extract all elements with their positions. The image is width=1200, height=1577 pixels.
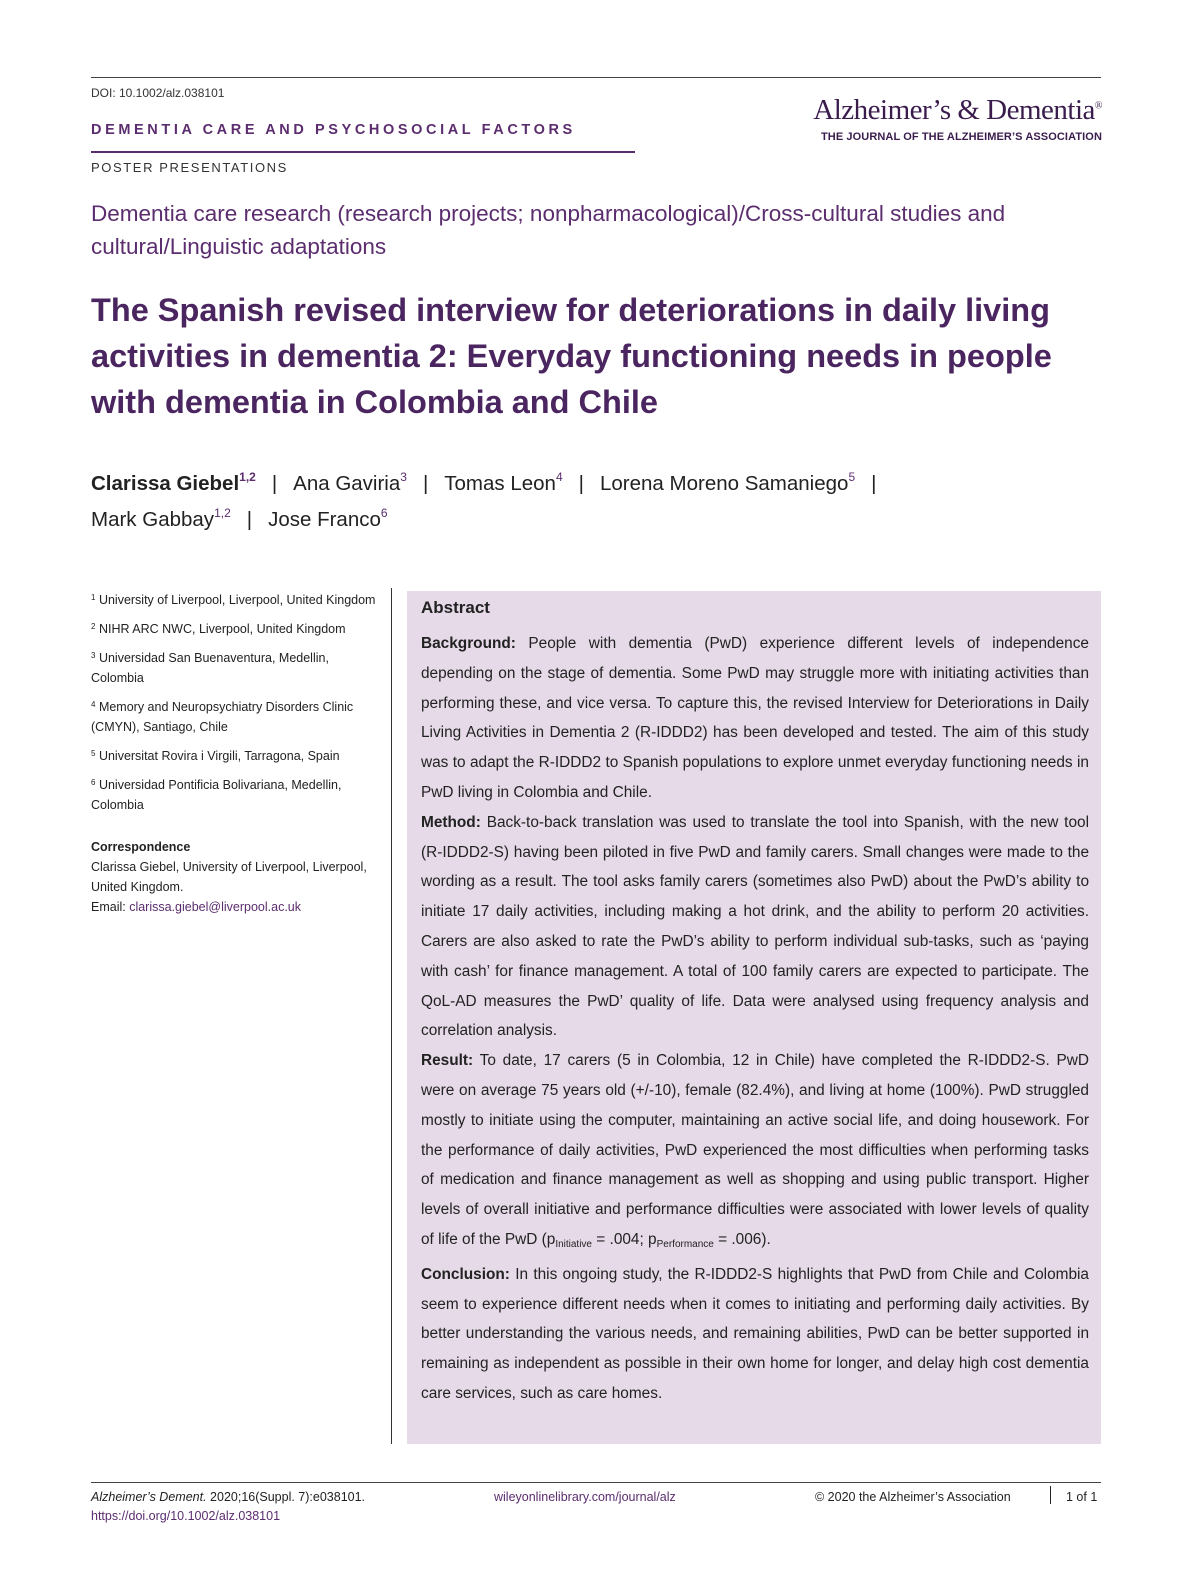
footer-divider [1050, 1486, 1051, 1504]
affiliation-item: $^2$ NIHR ARC NWC, Liverpool, United Kingdom [91, 622, 346, 636]
affiliation-item: $^1$ University of Liverpool, Liverpool, United Kingdom [91, 593, 376, 607]
author[interactable]: Ana Gaviria$^3$ [293, 470, 407, 495]
author-separator: | [271, 472, 278, 495]
subsection-label: POSTER PRESENTATIONS [91, 160, 288, 175]
article-title: The Spanish revised interview for deteriorations in daily living activities in dementia 2: Everyday functioning needs in people with dementia in Colombia and Chile [91, 292, 1052, 420]
page-number: 1 of 1 [1066, 1490, 1098, 1504]
doi: DOI: 10.1002/alz.038101 [91, 86, 225, 100]
affiliation-item: $^4$ Memory and Neuropsychiatry Disorders Clinic (CMYN), Santiago, Chile [91, 700, 354, 734]
journal-name: Alzheimer’s & Dementia [813, 94, 1095, 126]
author-affiliation-mark: 6 [380, 506, 388, 520]
correspondence-text: Clarissa Giebel, University of Liverpool, Liverpool, United Kingdom. [91, 860, 367, 894]
top-rule [91, 77, 1101, 78]
author-separator: | [422, 472, 429, 495]
affiliation-item: $^3$ Universidad San Buenaventura, Medellin, Colombia [91, 651, 329, 685]
author-affiliation-mark: 1,2 [239, 470, 256, 484]
author-separator: | [246, 508, 253, 531]
author-affiliation-mark: 3 [400, 470, 407, 484]
author[interactable]: Jose Franco$^6$ [268, 506, 388, 531]
bottom-rule [91, 1482, 1101, 1483]
affiliations [91, 588, 381, 917]
footer-copyright: © 2020 the Alzheimer’s Association [815, 1490, 1011, 1504]
correspondence-email-line: Email: clarissa.giebel@liverpool.ac.uk [91, 900, 301, 914]
author-separator: | [578, 472, 584, 495]
journal-logo[interactable] [813, 96, 1102, 143]
author[interactable]: Lorena Moreno Samaniego$^5$ [599, 470, 856, 495]
abstract-conclusion: Conclusion: In this ongoing study, the R-IDDD2-S highlights that PwD from Chile and Colombia seem to experience different needs when it comes to initiating and performing daily activities. By better understanding the various needs, and remaining abilities, PwD can be better supported in remaining as independent as possible in their own home for longer, and delay high cost dementia care services, such as care homes. [421, 1265, 1089, 1402]
footer-journal-link[interactable]: wileyonlinelibrary.com/journal/alz [494, 1490, 676, 1504]
abstract-heading: Abstract [421, 598, 490, 617]
author-list [91, 466, 1101, 538]
author-affiliation-mark: 1,2 [214, 506, 231, 520]
author-affiliation-mark: 4 [555, 470, 563, 484]
abstract-background: Background: People with dementia (PwD) experience different levels of independence depending on the stage of dementia. Some PwD may struggle more with initiating activities than performing these, and vice versa. To capture this, the revised Interview for Deteriorations in Daily Living Activities in Dementia 2 (R-IDDD2) has been developed and tested. The aim of this study was to adapt the R-IDDD2 to Spanish populations to explore unmet everyday functioning needs in PwD living in Colombia and Chile. [421, 635, 1089, 801]
trademark-mark: ® [1094, 100, 1102, 112]
affiliation-item: $^6$ Universidad Pontificia Bolivariana, Medellin, Colombia [91, 778, 342, 812]
section-rule [91, 151, 635, 153]
footer-citation: Alzheimer’s Dement. 2020;16(Suppl. 7):e038101. [91, 1490, 366, 1504]
author[interactable]: Mark Gabbay$^{1,2}$ [91, 506, 231, 531]
affiliation-item: $^5$ Universitat Rovira i Virgili, Tarragona, Spain [91, 749, 340, 763]
correspondence-label: Correspondence [91, 840, 191, 854]
abstract-result: Result: To date, 17 carers (5 in Colombia, 12 in Chile) have completed the R-IDDD2-S. PwD were on average 75 years old (+/-10), female (82.4%), and living at home (100%). PwD struggled mostly to initiate using the computer, maintaining an active social life, and doing housework. For the performance of daily activities, PwD experienced the most difficulties when performing tasks of medication and finance management as well as shopping and using public transport. Higher levels of overall initiative and performance difficulties were associated with lower levels of quality of life of the PwD ($p_{Initiative} = .004$; $p_{Performance} = .006$). [421, 1052, 1089, 1250]
abstract-body [421, 629, 1089, 1409]
author-affiliation-mark: 5 [848, 470, 856, 484]
column-divider [391, 588, 392, 1444]
category-heading: Dementia care research (research projects; nonpharmacological)/Cross-cultural studies and cultural/Linguistic adaptations [91, 201, 1006, 259]
email-link[interactable]: clarissa.giebel@liverpool.ac.uk [129, 900, 301, 914]
section-heading: DEMENTIA CARE AND PSYCHOSOCIAL FACTORS [91, 122, 576, 138]
footer-doi-link[interactable]: https://doi.org/10.1002/alz.038101 [91, 1509, 281, 1523]
author[interactable]: Clarissa Giebel$^{1,2}$ [91, 470, 256, 495]
author-separator: | [871, 472, 877, 495]
journal-subtitle: THE JOURNAL OF THE ALZHEIMER’S ASSOCIATION [820, 131, 1102, 143]
abstract-method: Method: Back-to-back translation was used to translate the tool into Spanish, with the new tool (R-IDDD2-S) having been piloted in five PwD and family carers. Small changes were made to the wording as a result. The tool asks family carers (sometimes also PwD) about the PwD’s ability to initiate 17 daily activities, including making a hot drink, and the ability to perform 20 activities. Carers are also asked to rate the PwD’s ability to perform individual sub-tasks, such as ‘paying with cash’ for finance management. A total of 100 family carers are expected to participate. The QoL-AD measures the PwD’ quality of life. Data were analysed using frequency analysis and correlation analysis. [421, 813, 1089, 1040]
author[interactable]: Tomas Leon$^4$ [444, 470, 563, 495]
